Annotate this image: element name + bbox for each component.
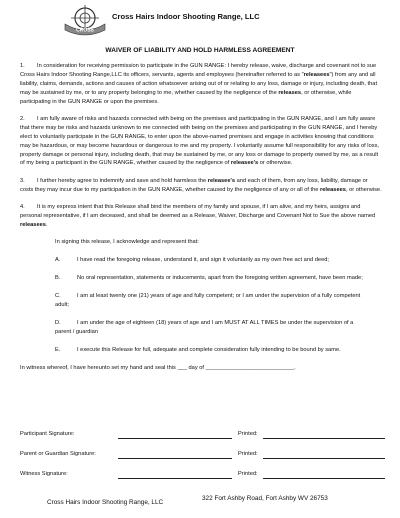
item-e: E. I execute this Release for full, adequate and complete consideration fully intending to be bound by same.: [55, 347, 341, 354]
acknowledgements: [20, 238, 382, 355]
footer-address: 322 Fort Ashby Road, Fort Ashby WV 26753: [202, 495, 328, 502]
item-d: D. I am under the age of eighteen (18) years of age and I am MUST AT ALL TIMES be under the supervision of a parent / guardian: [55, 320, 354, 336]
witness-line: In witness whereof, I have hereunto set my hand and seal this ___ day of ____________________________.: [20, 365, 296, 372]
witness-signature-row: [20, 471, 392, 481]
participant-printed-line[interactable]: [263, 431, 385, 439]
crosshair-logo-icon: [62, 4, 108, 38]
document-title: WAIVER OF LIABILITY AND HOLD HARMLESS AGREEMENT: [105, 47, 295, 54]
section-4: 4. It is my express intent that this Release shall bind the members of my family and spouse, if I am alive, and my heirs, assigns and personal representative, if I am deceased, and shall be deemed as a Release, Waiver, Discharge and Covenant Not to Sue the above named releasees.: [20, 203, 376, 228]
item-c: C. I am at least twenty one (21) years of age and fully competent; or I am under the supervision of a fully competent adult;: [55, 293, 361, 309]
logo-text: CROSS: [76, 27, 94, 34]
waiver-body: [20, 62, 382, 382]
guardian-printed-line[interactable]: [263, 451, 385, 459]
participant-signature-line[interactable]: [118, 431, 232, 439]
guardian-signature-row: [20, 451, 392, 461]
section-3: 3. I further hereby agree to indemnify and save and hold harmless the releasee's and each of them, from any loss, liability, damage or costs they may incur due to my participation in the GUN RANGE, whether caused by the negligence of any or all of the releasees, or otherwise.: [20, 177, 382, 193]
witness-printed-line[interactable]: [263, 471, 385, 479]
participant-printed-label: Printed:: [238, 431, 258, 437]
guardian-signature-label: Parent or Guardian Signature:: [20, 451, 96, 457]
item-b: B. No oral representation, statements or inducements, apart from the foregoing written agreement, have been made;: [55, 275, 363, 282]
participant-signature-row: [20, 431, 392, 441]
footer-company: Cross Hairs Indoor Shooting Range, LLC: [47, 499, 164, 506]
participant-signature-label: Participant Signature:: [20, 431, 75, 437]
item-a: A. I have read the foregoing release, understand it, and sign it voluntarily as my own free act and deed;: [55, 257, 329, 264]
guardian-signature-line[interactable]: [118, 451, 232, 459]
company-header: Cross Hairs Indoor Shooting Range, LLC: [112, 12, 260, 21]
guardian-printed-label: Printed:: [238, 451, 258, 457]
acknowledge-intro: In signing this release, I acknowledge and represent that:: [55, 239, 199, 246]
witness-printed-label: Printed:: [238, 471, 258, 477]
witness-signature-line[interactable]: [118, 471, 232, 479]
section-1: 1. In consideration for receiving permission to participate in the GUN RANGE: I hereby release, waive, discharge and covenant not to sue Cross Hairs Indoor Shooting Range,LLC its officers, servants, agents and employees (hereinafter referred to as "releasees") from any and all liability, claims, demands, actions and causes of action whatsoever arising out of or relating to any loss, damage or injury, including death, that may be sustained by me, or to any property belonging to me, whether caused by the negligence of the releases, or otherwise, while participating in the GUN RANGE or upon the premises.: [20, 63, 378, 105]
witness-signature-label: Witness Signature:: [20, 471, 68, 477]
section-2: 2. I am fully aware of risks and hazards connected with being on the premises and participating in the GUN RANGE, and I am fully aware that there may be risks and hazards unknown to me connected with being on the premises and participating in the GUN RANGE, and I hereby elect to voluntarily participate in the GUN RANGE, to enter upon the above-named premises and engage in activities knowing that conditions may be hazardous, or may become hazardous or dangerous to me and my property. I voluntarily assume full responsibility for any risks of loss, property damage or personal injury, including death, that may be sustained by me, or any loss or damage to property owned by me, as a result of my being a participant in the GUN RANGE, whether caused by the negligence of releasee's or otherwise.: [20, 115, 380, 167]
